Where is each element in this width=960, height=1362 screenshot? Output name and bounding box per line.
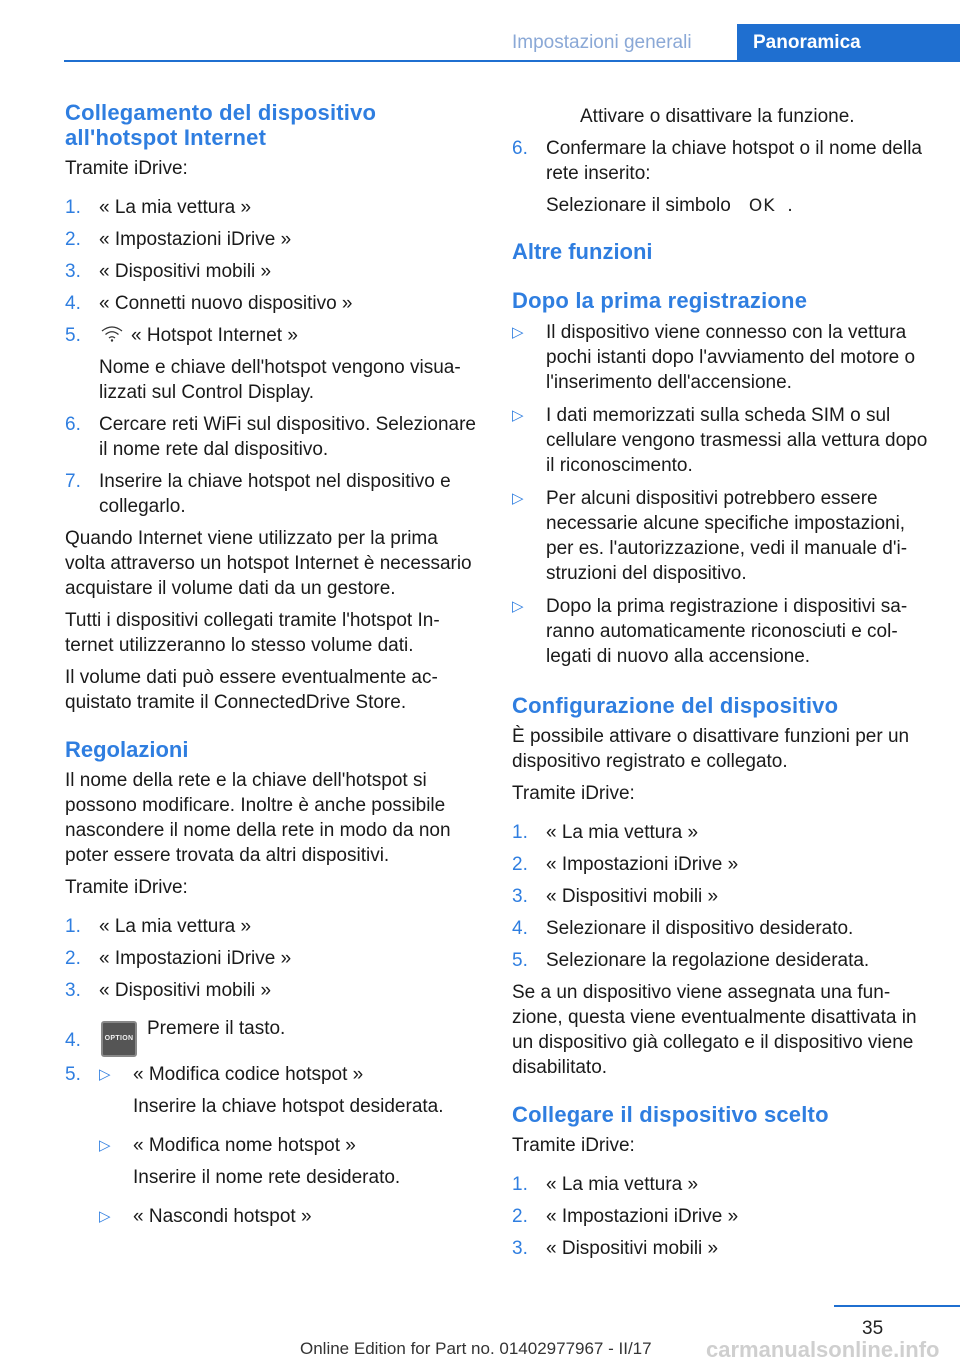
list-number: 2. <box>65 229 81 250</box>
list-number: 7. <box>65 471 81 492</box>
list-number: 6. <box>512 138 528 159</box>
menu-path: « Nascondi hotspot » <box>133 1206 312 1227</box>
triangle-bullet-icon: ▷ <box>512 490 524 507</box>
step-text: Inserire la chiave hotspot nel dispositivo e collegarlo. <box>99 471 451 517</box>
right-column <box>512 104 932 1261</box>
list-number: 5. <box>65 1064 81 1085</box>
list-number: 6. <box>65 414 81 435</box>
list-number: 2. <box>512 1206 528 1227</box>
bullet-item <box>512 403 932 478</box>
list-item <box>65 195 480 220</box>
list-item <box>512 916 932 941</box>
via-idrive: Tramite iDrive: <box>512 783 635 804</box>
list-item <box>65 227 480 252</box>
menu-path: « Impostazioni iDrive » <box>99 948 292 969</box>
triangle-bullet-icon: ▷ <box>99 1066 111 1083</box>
page-header <box>0 0 960 62</box>
bullet-text: I dati memorizzati sulla scheda SIM o sul cellulare vengono trasmessi alla vettura dopo il riconoscimento. <box>546 405 928 476</box>
list-item <box>512 948 932 973</box>
heading-connect-selected-device: Collegare il dispositivo scelto <box>512 1102 829 1127</box>
list-item <box>65 946 480 971</box>
list-number: 2. <box>65 948 81 969</box>
menu-path: « La mia vettura » <box>546 1174 699 1195</box>
footer-rule <box>834 1305 960 1307</box>
triangle-bullet-icon: ▷ <box>99 1137 111 1154</box>
list-item <box>512 852 932 877</box>
heading-device-configuration: Configurazione del dispositivo <box>512 693 839 718</box>
step-note-text: Selezionare il simbolo <box>546 195 731 216</box>
paragraph: Il nome della rete e la chiave dell'hotspot si possono modificare. Inoltre è anche possibile nascondere il nome della rete in modo da non poter essere trovata da altri dispositivi. <box>65 770 451 866</box>
header-rule <box>64 60 960 62</box>
menu-path: « Impostazioni iDrive » <box>546 854 739 875</box>
step-text: Confermare la chiave hotspot o il nome della rete inserito: <box>546 138 922 184</box>
list-item <box>65 412 480 462</box>
list-number: 3. <box>512 886 528 907</box>
wifi-icon <box>101 326 123 342</box>
list-item <box>65 291 480 316</box>
sub-note: Inserire la chiave hotspot desiderata. <box>133 1096 444 1117</box>
step-text: Cercare reti WiFi sul dispositivo. Selezionare il nome rete dal dispositivo. <box>99 414 476 460</box>
triangle-bullet-icon: ▷ <box>512 324 524 341</box>
step-text: Premere il tasto. <box>147 1018 286 1039</box>
page-number: 35 <box>862 1318 884 1339</box>
bullet-item <box>512 594 932 669</box>
step-note <box>512 193 932 219</box>
list-item <box>512 1172 932 1197</box>
list-number: 5. <box>65 325 81 346</box>
heading-other-functions: Altre funzioni <box>512 239 653 264</box>
menu-path: « La mia vettura » <box>546 822 699 843</box>
via-idrive: Tramite iDrive: <box>65 877 188 898</box>
list-item <box>65 469 480 519</box>
list-item <box>512 1204 932 1229</box>
paragraph: Tutti i dispositivi collegati tramite l'hotspot Internet utilizzeranno lo stesso volume dati. <box>65 610 440 656</box>
list-number: 2. <box>512 854 528 875</box>
bullet-item <box>512 320 932 395</box>
list-number: 1. <box>65 916 81 937</box>
list-item <box>65 978 480 1003</box>
triangle-bullet-icon: ▷ <box>99 1208 111 1225</box>
menu-path: « Dispositivi mobili » <box>99 261 272 282</box>
paragraph: Se a un dispositivo viene assegnata una funzione, questa viene eventualmente disattivata in un dispositivo già collegato e il dispositivo viene disabilitato. <box>512 982 917 1078</box>
bullet-text: Per alcuni dispositivi potrebbero essere necessarie alcune specifiche impostazioni, per es. l'autorizzazione, vedi il manuale d'istruzioni del dispositivo. <box>546 488 908 584</box>
menu-path: « Modifica codice hotspot » <box>133 1064 364 1085</box>
bullet-item <box>512 486 932 586</box>
via-idrive: Tramite iDrive: <box>65 158 188 179</box>
menu-path: « Dispositivi mobili » <box>546 886 719 907</box>
left-column <box>65 100 480 1229</box>
list-number: 4. <box>65 293 81 314</box>
list-number: 1. <box>512 1174 528 1195</box>
continued-text: Attivare o disattivare la funzione. <box>580 106 855 127</box>
list-item <box>512 1236 932 1261</box>
list-item <box>512 884 932 909</box>
triangle-bullet-icon: ▷ <box>512 598 524 615</box>
menu-path: « Impostazioni iDrive » <box>99 229 292 250</box>
menu-path: « La mia vettura » <box>99 197 252 218</box>
list-item <box>65 914 480 939</box>
menu-path: « Modifica nome hotspot » <box>133 1135 356 1156</box>
option-button-icon: OPTION <box>101 1021 137 1057</box>
heading-connect-hotspot: Collegamento del dispositivo all'hotspot Internet <box>65 100 377 150</box>
section-title: Impostazioni generali <box>512 32 692 53</box>
step-text: Selezionare il dispositivo desiderato. <box>546 918 854 939</box>
list-item <box>65 1062 480 1229</box>
sub-item <box>99 1133 480 1158</box>
via-idrive: Tramite iDrive: <box>512 1135 635 1156</box>
list-item <box>65 323 480 348</box>
list-number: 5. <box>512 950 528 971</box>
menu-path: « Dispositivi mobili » <box>99 980 272 1001</box>
bullet-text: Il dispositivo viene connesso con la vettura pochi istanti dopo l'avviamento del motore o l'inserimento dell'accensione. <box>546 322 916 393</box>
menu-path: « Dispositivi mobili » <box>546 1238 719 1259</box>
paragraph: È possibile attivare o disattivare funzioni per un dispositivo registrato e collegato. <box>512 726 910 772</box>
triangle-bullet-icon: ▷ <box>512 407 524 424</box>
watermark: carmanualsonline.info <box>706 1337 940 1362</box>
list-number: 3. <box>65 980 81 1001</box>
paragraph: Il volume dati può essere eventualmente acquistato tramite il ConnectedDrive Store. <box>65 667 438 713</box>
heading-settings: Regolazioni <box>65 737 189 762</box>
step-note: Nome e chiave dell'hotspot vengono visualizzati sul Control Display. <box>99 357 461 403</box>
ok-icon: OK <box>748 196 776 216</box>
menu-path: « La mia vettura » <box>99 916 252 937</box>
list-number: 1. <box>512 822 528 843</box>
list-number: 4. <box>512 918 528 939</box>
edition-footer: Online Edition for Part no. 01402977967 - II/17 <box>300 1339 652 1358</box>
menu-path: « Impostazioni iDrive » <box>546 1206 739 1227</box>
sub-note: Inserire il nome rete desiderato. <box>133 1167 401 1188</box>
sub-item <box>99 1204 480 1229</box>
heading-after-first-registration: Dopo la prima registrazione <box>512 288 808 313</box>
step-note-end: . <box>787 195 793 216</box>
sub-item <box>99 1062 480 1087</box>
list-number: 3. <box>65 261 81 282</box>
menu-path: « Connetti nuovo dispositivo » <box>99 293 353 314</box>
list-item <box>65 259 480 284</box>
step-text: Selezionare la regolazione desiderata. <box>546 950 870 971</box>
list-number: 1. <box>65 197 81 218</box>
list-item <box>512 820 932 845</box>
paragraph: Quando Internet viene utilizzato per la prima volta attraverso un hotspot Internet è necessario acquistare il volume dati da un gestore. <box>65 528 472 599</box>
tab-panoramica: Panoramica <box>737 24 960 62</box>
list-item <box>65 1016 480 1057</box>
menu-path: « Hotspot Internet » <box>131 325 298 346</box>
list-item <box>512 136 932 186</box>
bullet-text: Dopo la prima registrazione i dispositivi saranno automaticamente riconosciuti e collegati di nuovo alla accensione. <box>546 596 908 667</box>
list-number: 4. <box>65 1030 81 1051</box>
list-number: 3. <box>512 1238 528 1259</box>
